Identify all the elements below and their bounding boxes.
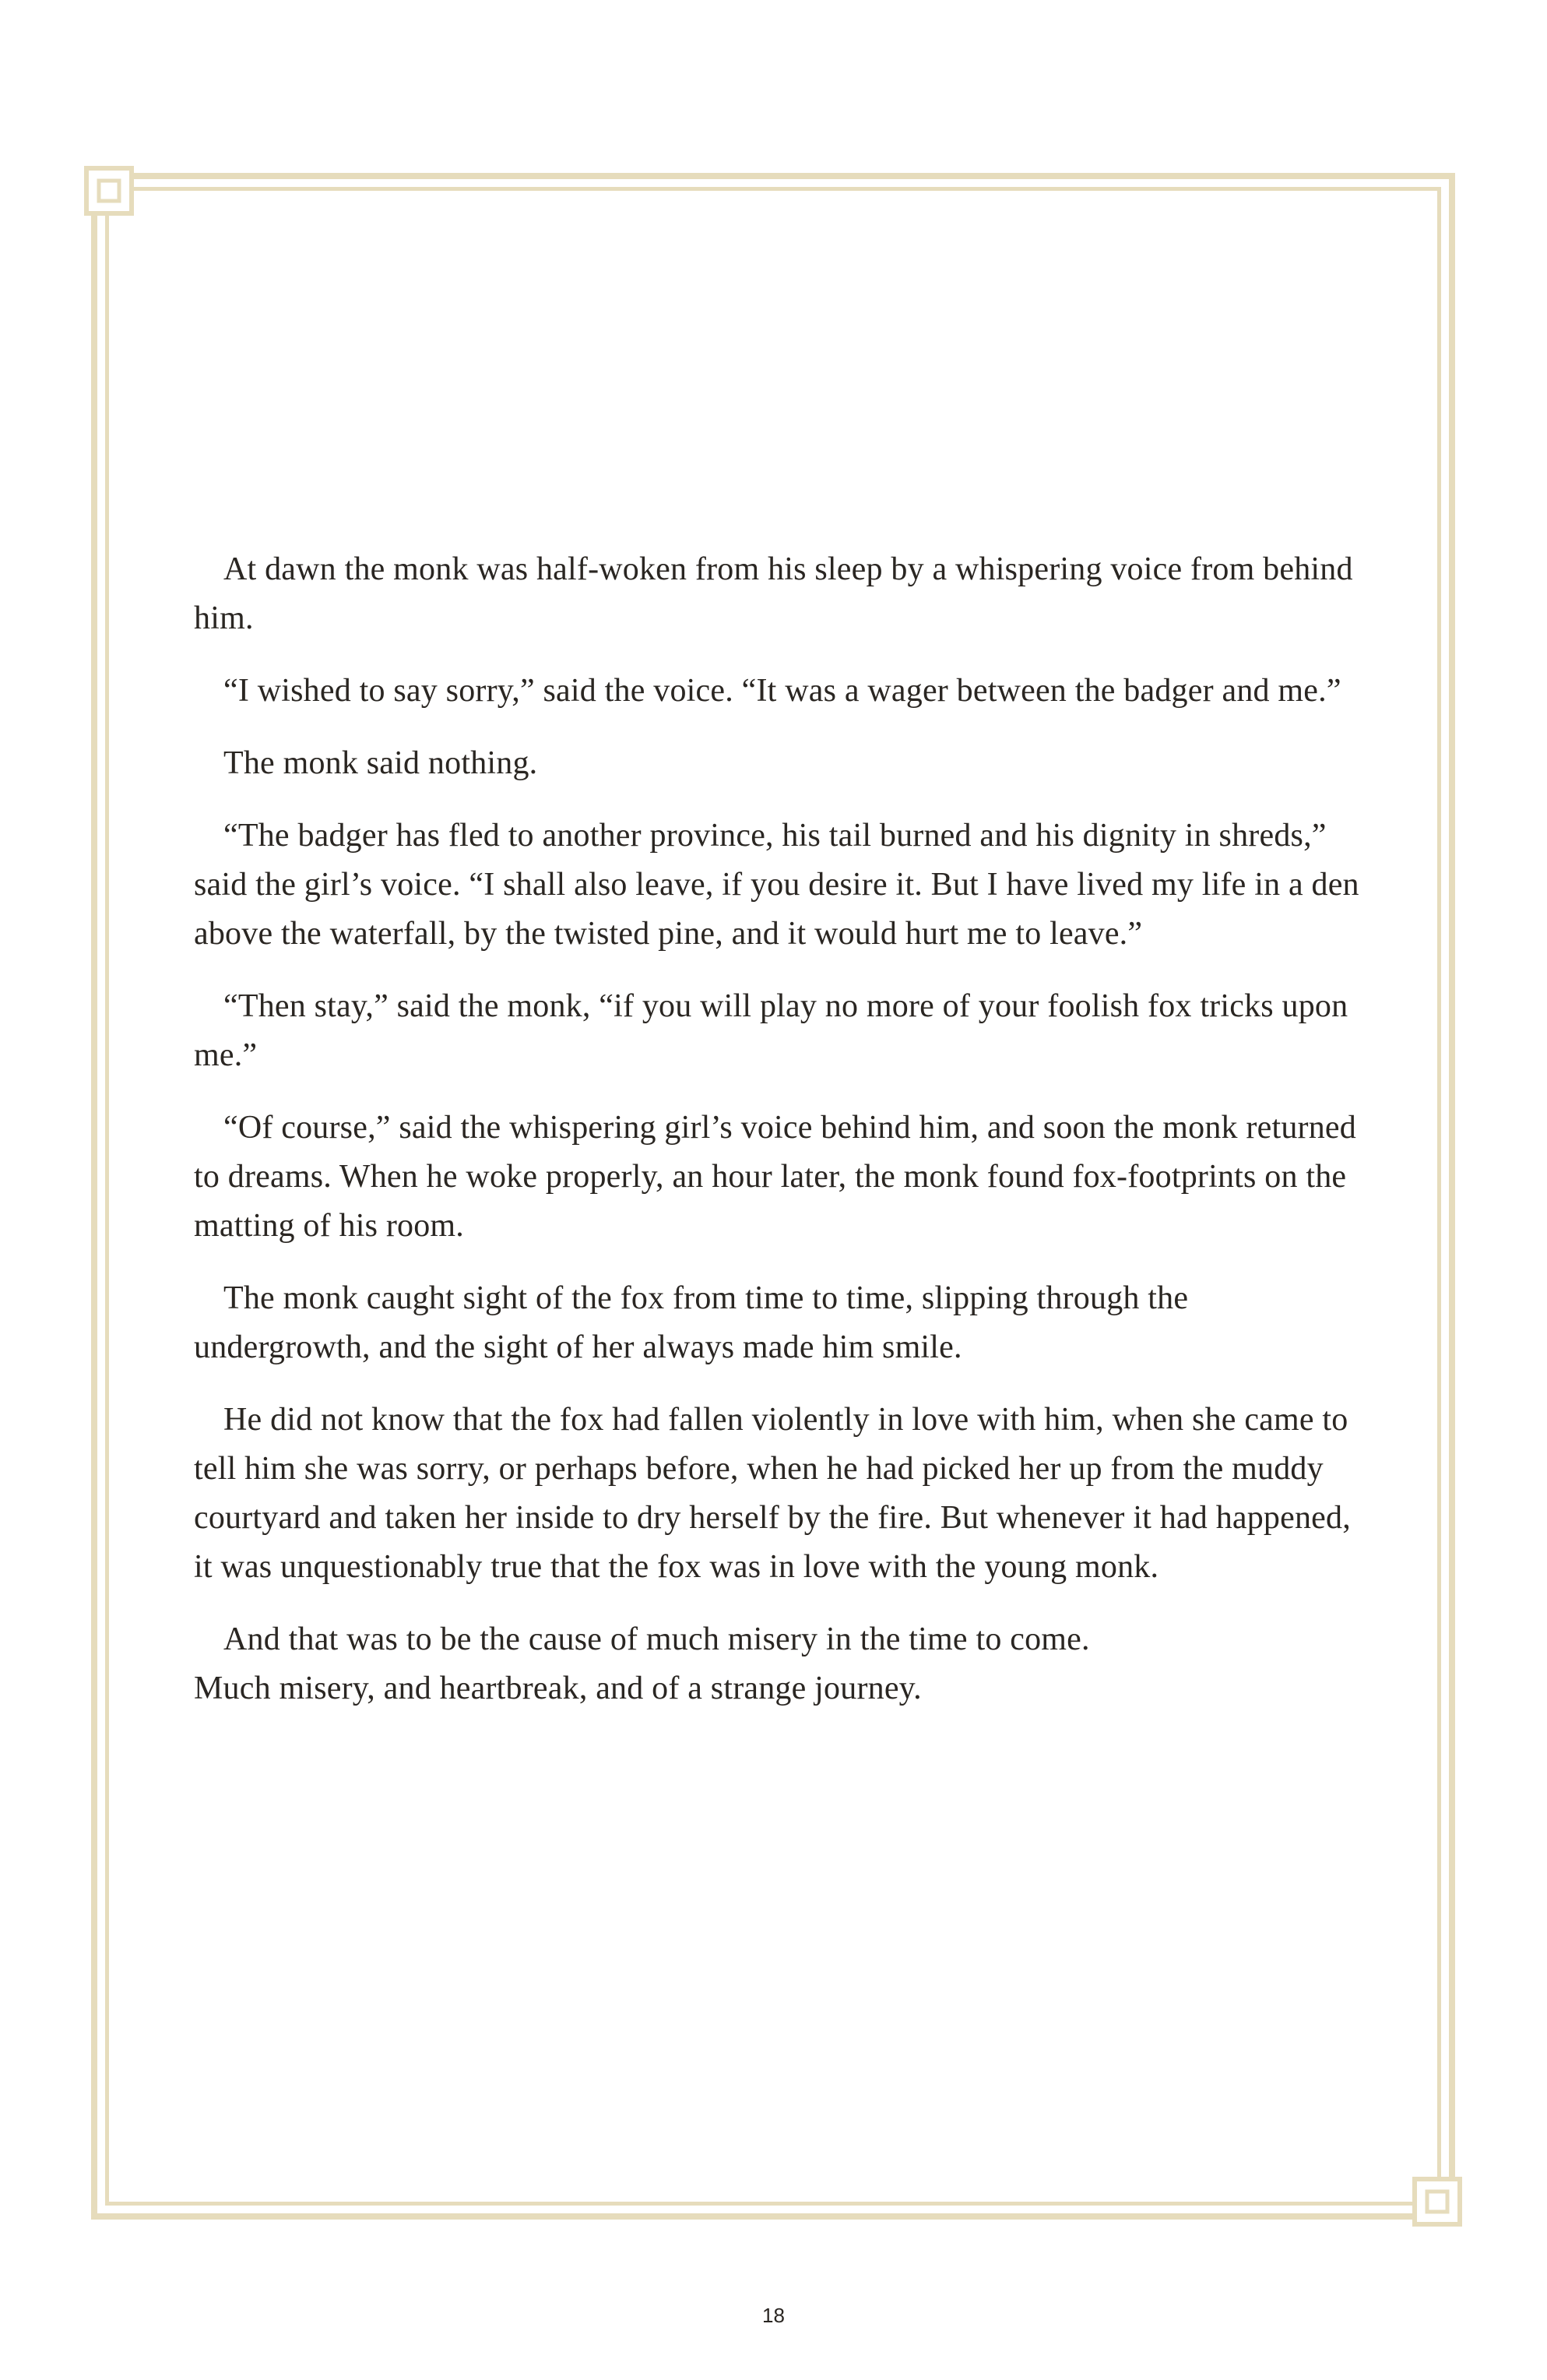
paragraph: “I wished to say sorry,” said the voice. “It was a wager between the badger and me.” xyxy=(223,673,1341,709)
paragraph: “Then stay,” said the monk, “if you will play no more of your foolish fox tricks upon me.” xyxy=(194,988,1348,1073)
paragraph: The monk said nothing. xyxy=(223,745,538,781)
corner-ornament-bottom-right xyxy=(1412,2177,1462,2227)
paragraph: “The badger has fled to another province, his tail burned and his dignity in shreds,” said the girl’s voice. “I shall also leave, if you desire it. But I have lived my life in a den above the waterfall, by the twisted pine, and it would hurt me to leave.” xyxy=(194,818,1359,952)
paragraph: And that was to be the cause of much misery in the time to come. xyxy=(223,1621,1090,1657)
paragraph: “Of course,” said the whispering girl’s voice behind him, and soon the monk returned to dreams. When he woke properly, an hour later, the monk found fox-footprints on the matting of his room. xyxy=(194,1110,1356,1244)
paragraph: He did not know that the fox had fallen violently in love with him, when she came to tell him she was sorry, or perhaps before, when he had picked her up from the muddy courtyard and taken her inside to dry herself by the fire. But whenever it had happened, it was unquestionably true that the fox was in love with the young monk. xyxy=(194,1402,1351,1585)
corner-ornament-top-left xyxy=(84,166,134,216)
page-number: 18 xyxy=(762,2304,785,2327)
paragraph: At dawn the monk was half-woken from his sleep by a whispering voice from behind him. xyxy=(194,551,1353,636)
paragraph: Much misery, and heartbreak, and of a strange journey. xyxy=(194,1671,922,1706)
story-text xyxy=(194,545,1362,1737)
paragraph: The monk caught sight of the fox from time to time, slipping through the undergrowth, and the sight of her always made him smile. xyxy=(194,1280,1189,1365)
